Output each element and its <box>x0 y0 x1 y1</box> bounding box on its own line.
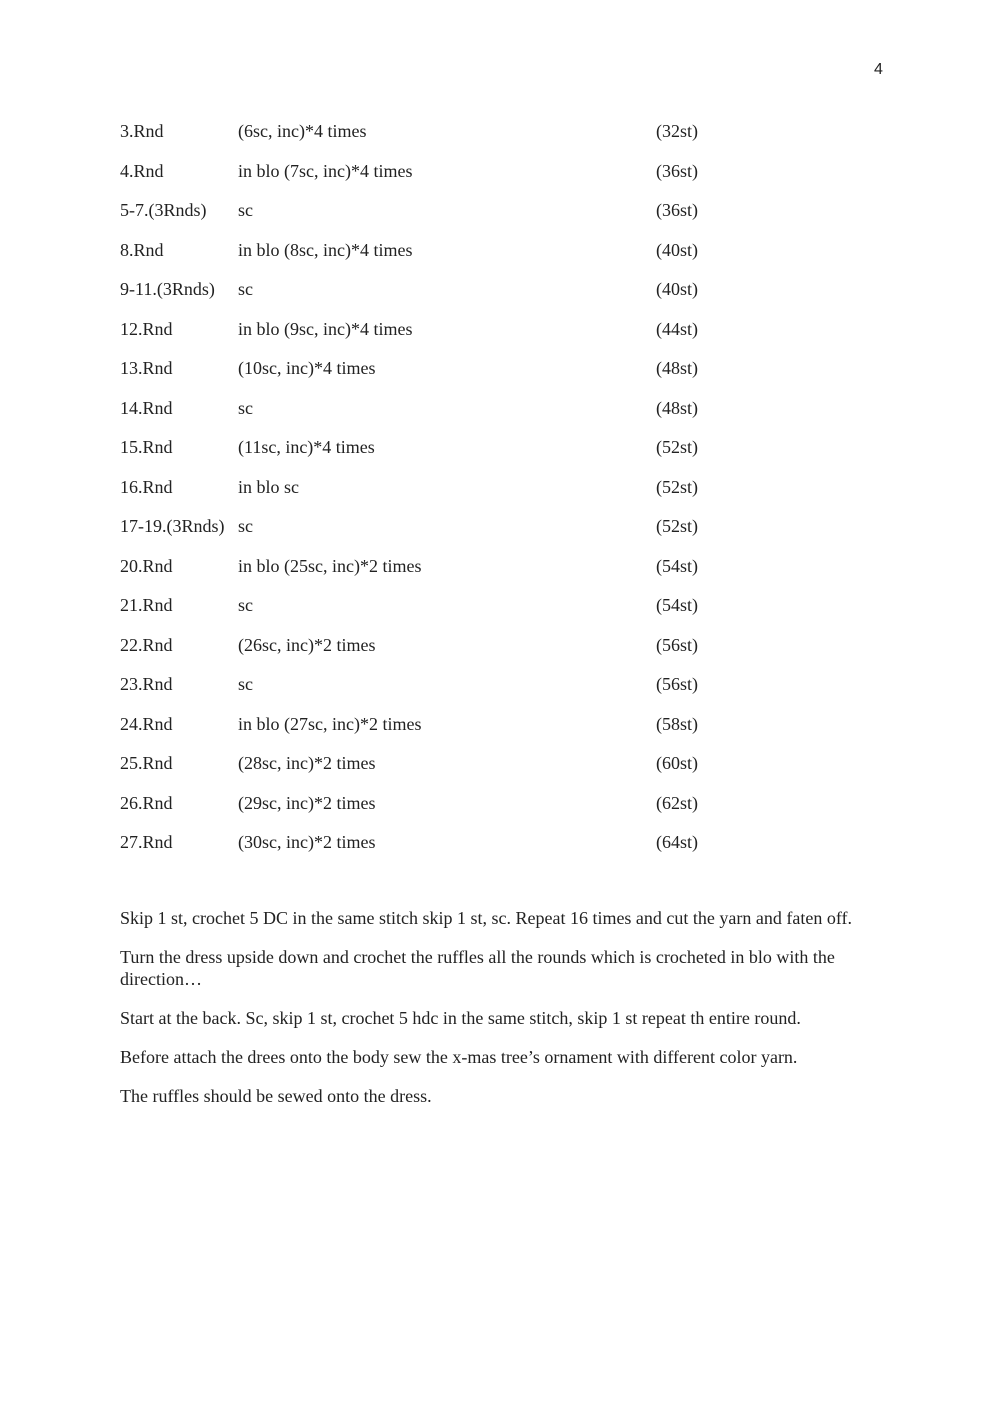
round-row <box>120 553 760 593</box>
round-row <box>120 671 760 711</box>
round-row <box>120 316 760 356</box>
round-label: 21.Rnd <box>120 595 173 615</box>
round-instruction: in blo (9sc, inc)*4 times <box>238 318 413 339</box>
round-row <box>120 197 760 237</box>
round-row <box>120 711 760 751</box>
stitch-count: (52st) <box>656 516 698 536</box>
round-label: 4.Rnd <box>120 160 164 181</box>
round-label: 14.Rnd <box>120 397 173 418</box>
note-paragraph: Start at the back. Sc, skip 1 st, crochet 5 hdc in the same stitch, skip 1 st repeat th entire round. <box>120 1008 801 1028</box>
note-paragraph: The ruffles should be sewed onto the dress. <box>120 1086 432 1106</box>
round-label: 16.Rnd <box>120 476 173 497</box>
round-instruction: (6sc, inc)*4 times <box>238 121 367 141</box>
round-instruction: (26sc, inc)*2 times <box>238 634 376 655</box>
note-paragraph: Before attach the drees onto the body sew the x-mas tree’s ornament with different color yarn. <box>120 1047 798 1067</box>
round-instruction: (30sc, inc)*2 times <box>238 832 376 852</box>
stitch-count: (48st) <box>656 397 698 418</box>
round-instruction: in blo (8sc, inc)*4 times <box>238 239 413 260</box>
round-row <box>120 355 760 395</box>
round-instruction: sc <box>238 674 253 694</box>
round-row <box>120 513 760 553</box>
round-instruction: in blo (25sc, inc)*2 times <box>238 555 422 576</box>
round-instruction: sc <box>238 595 253 615</box>
stitch-count: (62st) <box>656 792 698 813</box>
round-row <box>120 632 760 672</box>
round-row <box>120 592 760 632</box>
round-instruction: in blo (27sc, inc)*2 times <box>238 713 422 734</box>
stitch-count: (56st) <box>656 634 698 655</box>
round-instruction: (11sc, inc)*4 times <box>238 437 375 457</box>
round-label: 12.Rnd <box>120 318 173 339</box>
stitch-count: (40st) <box>656 279 698 299</box>
stitch-count: (58st) <box>656 713 698 734</box>
round-row <box>120 790 760 830</box>
stitch-count: (52st) <box>656 476 698 497</box>
round-instruction: (29sc, inc)*2 times <box>238 792 376 813</box>
round-label: 25.Rnd <box>120 753 173 773</box>
stitch-count: (44st) <box>656 318 698 339</box>
stitch-count: (32st) <box>656 121 698 141</box>
round-instruction: (28sc, inc)*2 times <box>238 753 376 773</box>
round-label: 13.Rnd <box>120 358 173 378</box>
stitch-count: (36st) <box>656 160 698 181</box>
stitch-count: (60st) <box>656 753 698 773</box>
round-label: 24.Rnd <box>120 713 173 734</box>
round-instruction: sc <box>238 397 253 418</box>
round-label: 22.Rnd <box>120 634 173 655</box>
round-row <box>120 750 760 790</box>
round-row <box>120 474 760 514</box>
page-number: 4 <box>874 61 883 78</box>
round-label: 20.Rnd <box>120 555 173 576</box>
round-row <box>120 118 760 158</box>
round-row <box>120 237 760 277</box>
stitch-count: (56st) <box>656 674 698 694</box>
round-instruction: (10sc, inc)*4 times <box>238 358 376 378</box>
note-paragraph: Skip 1 st, crochet 5 DC in the same stitch skip 1 st, sc. Repeat 16 times and cut the yarn and faten off. <box>120 908 853 928</box>
round-instruction: sc <box>238 279 253 299</box>
round-instruction: sc <box>238 516 253 536</box>
round-label: 17-19.(3Rnds) <box>120 516 225 536</box>
round-instruction: in blo sc <box>238 476 299 497</box>
round-row <box>120 395 760 435</box>
stitch-count: (40st) <box>656 239 698 260</box>
instructions-notes <box>120 907 885 1124</box>
round-instruction: in blo (7sc, inc)*4 times <box>238 160 413 181</box>
round-row <box>120 276 760 316</box>
stitch-count: (36st) <box>656 200 698 220</box>
round-instruction: sc <box>238 200 253 220</box>
round-label: 26.Rnd <box>120 792 173 813</box>
round-row <box>120 434 760 474</box>
round-label: 23.Rnd <box>120 674 173 694</box>
round-label: 27.Rnd <box>120 832 173 852</box>
stitch-count: (54st) <box>656 595 698 615</box>
round-row <box>120 158 760 198</box>
rounds-table <box>120 118 760 869</box>
stitch-count: (64st) <box>656 832 698 852</box>
stitch-count: (54st) <box>656 555 698 576</box>
round-label: 8.Rnd <box>120 239 164 260</box>
round-row <box>120 829 760 869</box>
round-label: 3.Rnd <box>120 121 164 141</box>
round-label: 15.Rnd <box>120 437 173 457</box>
round-label: 5-7.(3Rnds) <box>120 200 207 220</box>
stitch-count: (48st) <box>656 358 698 378</box>
round-label: 9-11.(3Rnds) <box>120 279 215 299</box>
stitch-count: (52st) <box>656 437 698 457</box>
note-paragraph: Turn the dress upside down and crochet the ruffles all the rounds which is crocheted in blo with the direction… <box>120 947 835 989</box>
